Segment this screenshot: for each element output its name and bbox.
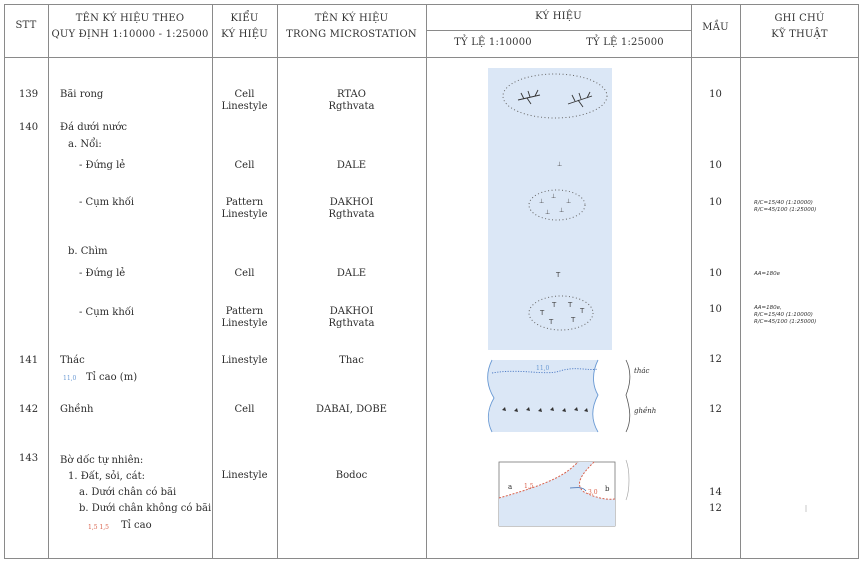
ms-140-b2-1: DAKHOI [329, 306, 374, 317]
color-141: 12 [709, 354, 722, 365]
color-140-b1: 10 [709, 268, 722, 279]
type-140-b1: Cell [234, 268, 255, 279]
stt-140: 140 [19, 122, 39, 133]
type-140-a2-2: Linestyle [221, 209, 268, 220]
header-name-1: TÊN KÝ HIỆU THEO [75, 13, 185, 24]
header-scale-10000: TỶ LỆ 1:10000 [454, 37, 532, 48]
name-140-b1: - Đứng lẻ [79, 268, 126, 279]
note-140-a2-2: R/C=45/100 (1:25000) [754, 207, 817, 213]
type-139-2: Linestyle [221, 101, 268, 112]
svg-text:T: T [549, 318, 554, 326]
color-143-a: 14 [709, 487, 722, 498]
color-140-a1: 10 [709, 160, 722, 171]
svg-text:⊥: ⊥ [551, 193, 557, 200]
header-notes-1: GHI CHÚ [774, 13, 825, 24]
stt-141: 141 [19, 355, 39, 366]
header-stt: STT [15, 20, 37, 31]
svg-text:T: T [540, 309, 545, 317]
type-140-b2-2: Linestyle [221, 318, 268, 329]
type-141: Linestyle [221, 355, 268, 366]
name-143: Bờ dốc tự nhiên: [60, 455, 144, 466]
svg-text:T: T [568, 301, 573, 309]
note-140-b1: AA=180e [754, 271, 781, 277]
color-143-b: 12 [709, 503, 722, 514]
header-scale-25000: TỶ LỆ 1:25000 [586, 37, 664, 48]
name-141: Thác [60, 355, 85, 366]
name-140-b2: - Cụm khối [79, 307, 135, 318]
svg-text:T: T [552, 301, 557, 309]
type-140-a1: Cell [234, 160, 255, 171]
river-label-bracket [626, 360, 630, 432]
name-140-sub-a: a. Nổi: [68, 139, 102, 150]
symbol-143-height-2: 3,0 [588, 489, 598, 496]
label-height-143: Tỉ cao [121, 520, 152, 531]
ms-143: Bodoc [335, 470, 368, 481]
color-140-a2: 10 [709, 197, 722, 208]
sample-height-143: 1,5 1,5 [88, 524, 109, 531]
rock-submerged-single-icon: T [556, 271, 561, 279]
header-ms-1: TÊN KÝ HIỆU [314, 13, 389, 24]
name-143-sub-a: a. Dưới chân có bãi [79, 487, 177, 498]
note-140-b2-2: R/C=15/40 (1:10000) [754, 312, 813, 318]
ms-140-a2-2: Rgthvata [328, 209, 375, 220]
svg-text:⊥: ⊥ [539, 198, 545, 205]
name-140-sub-b: b. Chìm [68, 246, 108, 257]
type-140-a2-1: Pattern [225, 197, 264, 208]
ms-142: DABAI, DOBE [316, 404, 387, 415]
name-143-sub-b: b. Dưới chân không có bãi [79, 503, 212, 514]
sample-height-141: 11,0 [63, 375, 77, 382]
header-type-2: KÝ HIỆU [221, 29, 268, 40]
ms-141: Thac [339, 355, 364, 366]
header-type-1: KIỂU [230, 13, 259, 24]
ms-140-a2-1: DAKHOI [329, 197, 374, 208]
header-name-2: QUY ĐỊNH 1:10000 - 1:25000 [51, 29, 209, 40]
stt-142: 142 [19, 404, 39, 415]
header-ms-2: TRONG MICROSTATION [286, 29, 417, 40]
symbol-143-b: b [605, 485, 610, 493]
color-140-b2: 10 [709, 304, 722, 315]
ms-140-b2-2: Rgthvata [328, 318, 375, 329]
ms-139-1: RTAO [337, 89, 366, 100]
svg-text:⊥: ⊥ [545, 209, 551, 216]
name-143-sub1: 1. Đất, sỏi, cát: [68, 471, 145, 482]
bank-side-mark [626, 460, 629, 500]
stt-139: 139 [19, 89, 39, 100]
color-139: 10 [709, 89, 722, 100]
header-symbol: KÝ HIỆU [535, 11, 582, 22]
name-142: Ghềnh [60, 404, 94, 415]
name-140-a2: - Cụm khối [79, 197, 135, 208]
color-142: 12 [709, 404, 722, 415]
symbol-143-a: a [508, 483, 513, 491]
header-color: MẦU [702, 22, 729, 33]
ms-140-a1: DALE [336, 160, 367, 171]
rock-surface-single-icon: ⊥ [557, 161, 563, 168]
symbol-height-thac: 11,0 [536, 365, 550, 372]
stt-143: 143 [19, 453, 39, 464]
name-140-a1: - Đứng lẻ [79, 160, 126, 171]
note-140-b2-1: AA=180e, [754, 305, 782, 311]
type-140-b2-1: Pattern [225, 306, 264, 317]
svg-text:⊥: ⊥ [559, 207, 565, 214]
note-140-a2-1: R/C=15/40 (1:10000) [754, 200, 813, 206]
svg-text:⊥: ⊥ [566, 198, 572, 205]
type-143: Linestyle [221, 470, 268, 481]
symbol-143-height-1: 1,5 [524, 483, 534, 490]
name-139: Bãi rong [60, 89, 104, 100]
symbol-label-thac: thác [634, 367, 650, 375]
ms-140-b1: DALE [336, 268, 367, 279]
note-140-b2-3: R/C=45/100 (1:25000) [754, 319, 817, 325]
svg-text:T: T [580, 307, 585, 315]
name-140: Đá dưới nước [60, 122, 127, 133]
type-139-1: Cell [234, 89, 255, 100]
type-142: Cell [234, 404, 255, 415]
svg-text:T: T [571, 316, 576, 324]
label-height-141: Tỉ cao (m) [86, 372, 138, 383]
symbol-label-ghenh: ghềnh [634, 407, 657, 415]
ms-139-2: Rgthvata [328, 101, 375, 112]
header-notes-2: KỸ THUẬT [771, 29, 828, 40]
